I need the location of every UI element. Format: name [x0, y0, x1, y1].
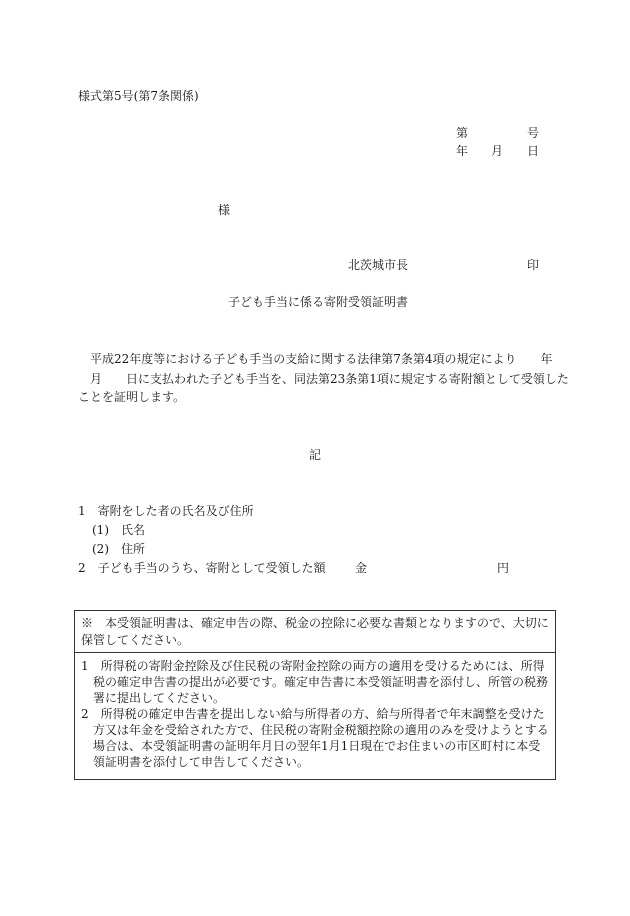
note-item-1: 1 所得税の寄附金控除及び住民税の寄附金控除の両方の適用を受けるためには、所得税の確定申告書の提出が必要です。確定申告書に本受領証明書を添付し、所管の税務署に提出してください。 [81, 659, 549, 705]
notes-warning: ※ 本受領証明書は、確定申告の際、税金の控除に必要な書類となりますので、大切に保管してください。 [75, 611, 555, 653]
note-item-2: 2 所得税の確定申告書を提出しない給与所得者の方、給与所得者で年末調整を受けた方又は年金を受給された方で、住民税の寄附金税額控除の適用のみを受けようとする場合は、本受領証明書の証明年月日の翌年1月1日現在でお住まいの市区町村に本受領証明書を添付して申告してください。 [81, 707, 549, 769]
item-donor-address: (2) 住所 [92, 542, 145, 556]
item-donor-info: 1 寄附をした者の氏名及び住所 [78, 504, 254, 518]
document-number-suffix: 号 [527, 126, 540, 140]
body-text-line-3: ことを証明します。 [78, 390, 186, 404]
body-text-line-1: 平成22年度等における子ども手当の支給に関する法律第7条第4項の規定により 年 [78, 352, 553, 366]
item-received-amount: 2 子ども手当のうち、寄附として受領した額 [78, 561, 326, 575]
issuer-name: 北茨城市長 [348, 258, 409, 272]
body-text-line-2: 月 日に支払われた子ども手当を、同法第23条第1項に規定する寄附額として受領した [78, 372, 569, 386]
date-year-label: 年 [456, 144, 469, 158]
recipient-honorific: 様 [218, 203, 231, 217]
date-month-label: 月 [491, 144, 504, 158]
seal-mark: 印 [527, 258, 540, 272]
document-title: 子ども手当に係る寄附受領証明書 [228, 295, 409, 309]
amount-yen-label: 円 [497, 561, 510, 575]
amount-kin-label: 金 [355, 561, 368, 575]
form-number: 様式第5号(第7条関係) [78, 89, 199, 103]
ki-heading: 記 [309, 448, 322, 462]
notes-box [74, 610, 556, 780]
date-day-label: 日 [527, 144, 540, 158]
notes-list [75, 653, 555, 770]
document-number-prefix: 第 [456, 126, 469, 140]
item-donor-name: (1) 氏名 [92, 523, 145, 537]
